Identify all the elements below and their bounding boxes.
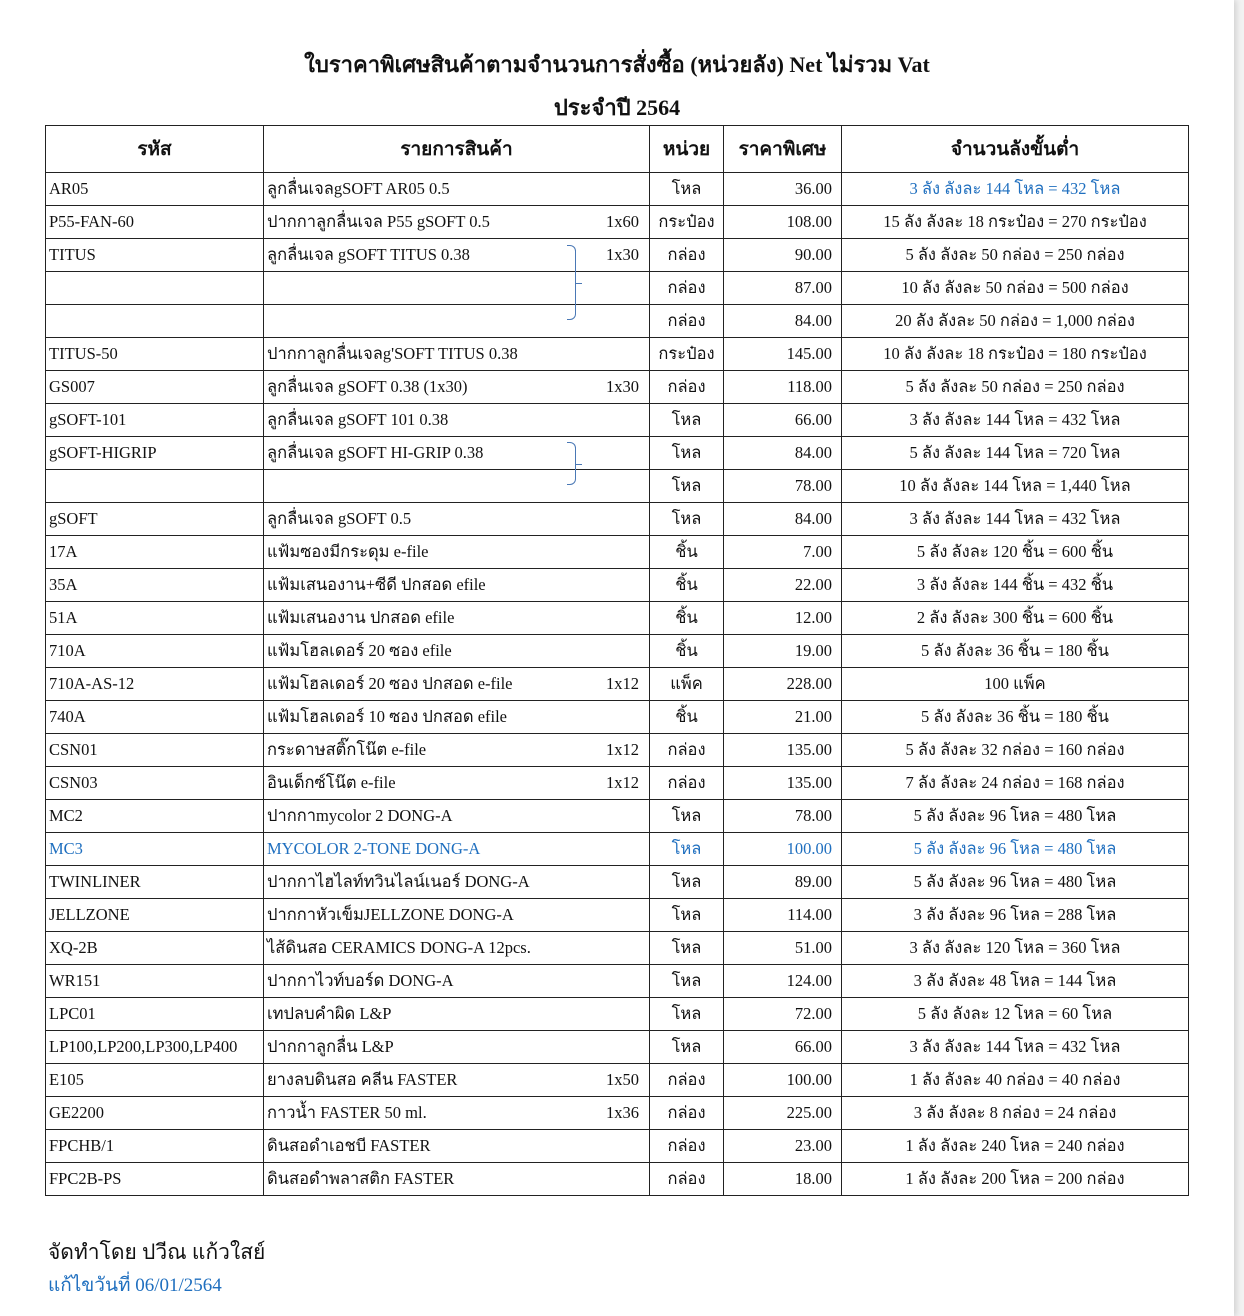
pack-size: 1x30	[606, 377, 639, 396]
header-price: ราคาพิเศษ	[724, 126, 842, 173]
unit: กล่อง	[650, 305, 724, 338]
product-code: 17A	[46, 536, 264, 569]
special-price: 66.00	[724, 1031, 842, 1064]
special-price: 145.00	[724, 338, 842, 371]
minimum-quantity: 3 ลัง ลังละ 144 โหล = 432 โหล	[842, 404, 1189, 437]
product-name-text: แฟ้มเสนองาน ปกสอด efile	[267, 608, 455, 627]
special-price: 21.00	[724, 701, 842, 734]
product-code: gSOFT-HIGRIP	[46, 437, 264, 470]
table-row	[46, 668, 1189, 701]
unit: โหล	[650, 866, 724, 899]
minimum-quantity: 5 ลัง ลังละ 96 โหล = 480 โหล	[842, 866, 1189, 899]
table-row	[46, 503, 1189, 536]
special-price: 90.00	[724, 239, 842, 272]
product-name-text: ดินสอดำเอชบี FASTER	[267, 1136, 431, 1155]
minimum-quantity: 5 ลัง ลังละ 50 กล่อง = 250 กล่อง	[842, 239, 1189, 272]
product-name	[264, 1163, 650, 1196]
special-price: 135.00	[724, 734, 842, 767]
minimum-quantity: 1 ลัง ลังละ 200 โหล = 200 กล่อง	[842, 1163, 1189, 1196]
product-code: XQ-2B	[46, 932, 264, 965]
special-price: 225.00	[724, 1097, 842, 1130]
document-title: ใบราคาพิเศษสินค้าตามจำนวนการสั่งซื้อ (หน่วยลัง) Net ไม่รวม Vat	[304, 52, 930, 77]
unit: โหล	[650, 503, 724, 536]
header-unit: หน่วย	[650, 126, 724, 173]
special-price: 66.00	[724, 404, 842, 437]
product-name-text: ลูกลื่นเจลgSOFT AR05 0.5	[267, 179, 450, 198]
product-name-text: เทปลบคำผิด L&P	[267, 1004, 392, 1023]
special-price: 84.00	[724, 437, 842, 470]
minimum-quantity: 3 ลัง ลังละ 144 โหล = 432 โหล	[842, 1031, 1189, 1064]
product-code: CSN01	[46, 734, 264, 767]
minimum-quantity: 5 ลัง ลังละ 32 กล่อง = 160 กล่อง	[842, 734, 1189, 767]
product-code: gSOFT	[46, 503, 264, 536]
product-name-text: ปากกาลูกลื่นเจลg'SOFT TITUS 0.38	[267, 344, 518, 363]
product-code: LP100,LP200,LP300,LP400	[46, 1031, 264, 1064]
product-name	[264, 470, 650, 503]
pack-size: 1x60	[606, 212, 639, 231]
table-row	[46, 206, 1189, 239]
product-name-text: ปากกาลูกลื่น L&P	[267, 1037, 394, 1056]
unit: โหล	[650, 932, 724, 965]
table-row	[46, 998, 1189, 1031]
product-name-text: MYCOLOR 2-TONE DONG-A	[267, 839, 481, 858]
product-name-text: แฟ้มโฮลเดอร์ 20 ซอง efile	[267, 641, 452, 660]
product-code: MC2	[46, 800, 264, 833]
product-name-text: ลูกลื่นเจล gSOFT 0.38 (1x30)	[267, 377, 468, 396]
minimum-quantity: 2 ลัง ลังละ 300 ชิ้น = 600 ชิ้น	[842, 602, 1189, 635]
product-code	[46, 470, 264, 503]
special-price: 23.00	[724, 1130, 842, 1163]
product-name	[264, 734, 650, 767]
minimum-quantity: 5 ลัง ลังละ 96 โหล = 480 โหล	[842, 833, 1189, 866]
product-name	[264, 503, 650, 536]
special-price: 72.00	[724, 998, 842, 1031]
table-row	[46, 536, 1189, 569]
product-name-text: กาวน้ำ FASTER 50 ml.	[267, 1103, 427, 1122]
pack-size: 1x30	[606, 245, 639, 264]
table-row	[46, 800, 1189, 833]
product-code	[46, 272, 264, 305]
unit: กล่อง	[650, 1097, 724, 1130]
product-name	[264, 899, 650, 932]
unit: โหล	[650, 173, 724, 206]
special-price: 89.00	[724, 866, 842, 899]
unit: กล่อง	[650, 734, 724, 767]
table-row	[46, 338, 1189, 371]
unit: โหล	[650, 437, 724, 470]
table-row	[46, 833, 1189, 866]
product-code: 740A	[46, 701, 264, 734]
product-code: gSOFT-101	[46, 404, 264, 437]
product-name	[264, 602, 650, 635]
minimum-quantity: 100 แพ็ค	[842, 668, 1189, 701]
table-row	[46, 1097, 1189, 1130]
table-row	[46, 1064, 1189, 1097]
minimum-quantity: 5 ลัง ลังละ 12 โหล = 60 โหล	[842, 998, 1189, 1031]
special-price: 87.00	[724, 272, 842, 305]
minimum-quantity: 5 ลัง ลังละ 50 กล่อง = 250 กล่อง	[842, 371, 1189, 404]
minimum-quantity: 10 ลัง ลังละ 18 กระป๋อง = 180 กระป๋อง	[842, 338, 1189, 371]
product-code: 35A	[46, 569, 264, 602]
product-code: 51A	[46, 602, 264, 635]
table-row	[46, 899, 1189, 932]
special-price: 135.00	[724, 767, 842, 800]
product-name	[264, 173, 650, 206]
product-code: E105	[46, 1064, 264, 1097]
header-code: รหัส	[46, 126, 264, 173]
product-name	[264, 1031, 650, 1064]
product-name	[264, 536, 650, 569]
product-name-text: ลูกลื่นเจล gSOFT TITUS 0.38	[267, 245, 470, 264]
table-row	[46, 404, 1189, 437]
special-price: 100.00	[724, 1064, 842, 1097]
product-name-text: ปากกาหัวเข็มJELLZONE DONG-A	[267, 905, 514, 924]
unit: โหล	[650, 404, 724, 437]
product-code: WR151	[46, 965, 264, 998]
minimum-quantity: 5 ลัง ลังละ 96 โหล = 480 โหล	[842, 800, 1189, 833]
revision-date: แก้ไขวันที่ 06/01/2564	[48, 1275, 222, 1296]
minimum-quantity: 15 ลัง ลังละ 18 กระป๋อง = 270 กระป๋อง	[842, 206, 1189, 239]
product-code: TWINLINER	[46, 866, 264, 899]
unit: ชิ้น	[650, 701, 724, 734]
unit: โหล	[650, 470, 724, 503]
unit: กล่อง	[650, 1130, 724, 1163]
unit: โหล	[650, 800, 724, 833]
minimum-quantity: 3 ลัง ลังละ 96 โหล = 288 โหล	[842, 899, 1189, 932]
unit: กล่อง	[650, 1064, 724, 1097]
pack-size: 1x36	[606, 1103, 639, 1122]
product-name	[264, 965, 650, 998]
unit: กล่อง	[650, 371, 724, 404]
unit: กระป๋อง	[650, 338, 724, 371]
table-row	[46, 1031, 1189, 1064]
special-price: 100.00	[724, 833, 842, 866]
product-name	[264, 635, 650, 668]
table-row	[46, 470, 1189, 503]
unit: กล่อง	[650, 272, 724, 305]
pack-size: 1x12	[606, 674, 639, 693]
product-name	[264, 1097, 650, 1130]
special-price: 12.00	[724, 602, 842, 635]
minimum-quantity: 10 ลัง ลังละ 144 โหล = 1,440 โหล	[842, 470, 1189, 503]
special-price: 22.00	[724, 569, 842, 602]
pack-size: 1x12	[606, 773, 639, 792]
product-name	[264, 866, 650, 899]
unit: โหล	[650, 899, 724, 932]
special-price: 84.00	[724, 503, 842, 536]
special-price: 78.00	[724, 470, 842, 503]
product-name	[264, 569, 650, 602]
document-subtitle: ประจำปี 2564	[553, 95, 681, 120]
unit: โหล	[650, 1031, 724, 1064]
product-code: 710A-AS-12	[46, 668, 264, 701]
product-code: GE2200	[46, 1097, 264, 1130]
minimum-quantity: 3 ลัง ลังละ 144 โหล = 432 โหล	[842, 173, 1189, 206]
table-row	[46, 173, 1189, 206]
minimum-quantity: 5 ลัง ลังละ 36 ชิ้น = 180 ชิ้น	[842, 635, 1189, 668]
special-price: 51.00	[724, 932, 842, 965]
table-row	[46, 272, 1189, 305]
table-row	[46, 701, 1189, 734]
product-code: JELLZONE	[46, 899, 264, 932]
product-name-text: แฟ้มซองมีกระดุม e-file	[267, 542, 429, 561]
unit: แพ็ค	[650, 668, 724, 701]
special-price: 7.00	[724, 536, 842, 569]
product-code	[46, 305, 264, 338]
product-name	[264, 404, 650, 437]
product-name	[264, 272, 650, 305]
product-code: MC3	[46, 833, 264, 866]
prepared-by: จัดทำโดย ปวีณ แก้วใสย์	[48, 1240, 266, 1264]
unit: กล่อง	[650, 1163, 724, 1196]
table-row	[46, 932, 1189, 965]
product-code: AR05	[46, 173, 264, 206]
product-code: FPCHB/1	[46, 1130, 264, 1163]
product-name-text: แฟ้มโฮลเดอร์ 10 ซอง ปกสอด efile	[267, 707, 507, 726]
product-name	[264, 800, 650, 833]
product-name-text: แฟ้มเสนองาน+ซีดี ปกสอด efile	[267, 575, 486, 594]
header-name: รายการสินค้า	[264, 126, 650, 173]
product-name-text: ยางลบดินสอ คลีน FASTER	[267, 1070, 458, 1089]
minimum-quantity: 1 ลัง ลังละ 40 กล่อง = 40 กล่อง	[842, 1064, 1189, 1097]
tier-brace-titus	[567, 245, 576, 320]
unit: โหล	[650, 833, 724, 866]
product-code: TITUS	[46, 239, 264, 272]
product-name	[264, 305, 650, 338]
minimum-quantity: 3 ลัง ลังละ 8 กล่อง = 24 กล่อง	[842, 1097, 1189, 1130]
product-name-text: ไส้ดินสอ CERAMICS DONG-A 12pcs.	[267, 938, 531, 957]
product-name-text: ปากกาไวท์บอร์ด DONG-A	[267, 971, 454, 990]
special-price: 124.00	[724, 965, 842, 998]
unit: โหล	[650, 998, 724, 1031]
product-code: P55-FAN-60	[46, 206, 264, 239]
product-name-text: ปากกาลูกลื่นเจล P55 gSOFT 0.5	[267, 212, 490, 231]
special-price: 118.00	[724, 371, 842, 404]
unit: ชิ้น	[650, 569, 724, 602]
minimum-quantity: 3 ลัง ลังละ 48 โหล = 144 โหล	[842, 965, 1189, 998]
table-row	[46, 767, 1189, 800]
unit: โหล	[650, 965, 724, 998]
product-code: CSN03	[46, 767, 264, 800]
minimum-quantity: 5 ลัง ลังละ 120 ชิ้น = 600 ชิ้น	[842, 536, 1189, 569]
product-name	[264, 833, 650, 866]
product-code: GS007	[46, 371, 264, 404]
table-row	[46, 635, 1189, 668]
unit: ชิ้น	[650, 536, 724, 569]
product-code: FPC2B-PS	[46, 1163, 264, 1196]
special-price: 19.00	[724, 635, 842, 668]
product-name-text: แฟ้มโฮลเดอร์ 20 ซอง ปกสอด e-file	[267, 674, 513, 693]
pack-size: 1x12	[606, 740, 639, 759]
product-name-text: ดินสอดำพลาสติก FASTER	[267, 1169, 455, 1188]
product-name	[264, 1064, 650, 1097]
special-price: 114.00	[724, 899, 842, 932]
table-row	[46, 371, 1189, 404]
product-name-text: ลูกลื่นเจล gSOFT HI-GRIP 0.38	[267, 443, 484, 462]
product-name	[264, 701, 650, 734]
product-name	[264, 206, 650, 239]
unit: กระป๋อง	[650, 206, 724, 239]
product-name-text: ปากกาmycolor 2 DONG-A	[267, 806, 453, 825]
table-row	[46, 1163, 1189, 1196]
special-price: 78.00	[724, 800, 842, 833]
minimum-quantity: 3 ลัง ลังละ 144 โหล = 432 โหล	[842, 503, 1189, 536]
header-qty: จำนวนลังขั้นต่ำ	[842, 126, 1189, 173]
minimum-quantity: 1 ลัง ลังละ 240 โหล = 240 กล่อง	[842, 1130, 1189, 1163]
unit: ชิ้น	[650, 635, 724, 668]
product-name-text: ลูกลื่นเจล gSOFT 0.5	[267, 509, 412, 528]
special-price: 108.00	[724, 206, 842, 239]
table-row	[46, 305, 1189, 338]
minimum-quantity: 20 ลัง ลังละ 50 กล่อง = 1,000 กล่อง	[842, 305, 1189, 338]
unit: กล่อง	[650, 239, 724, 272]
table-row	[46, 734, 1189, 767]
special-price: 84.00	[724, 305, 842, 338]
product-name-text: อินเด็กซ์โน๊ต e-file	[267, 773, 396, 792]
price-table	[45, 125, 1189, 1196]
table-header-row	[46, 126, 1189, 173]
special-price: 18.00	[724, 1163, 842, 1196]
table-row	[46, 965, 1189, 998]
product-name	[264, 1130, 650, 1163]
table-body	[46, 173, 1189, 1196]
product-name	[264, 437, 650, 470]
product-name	[264, 338, 650, 371]
special-price: 228.00	[724, 668, 842, 701]
table-row	[46, 602, 1189, 635]
table-row	[46, 437, 1189, 470]
product-code: 710A	[46, 635, 264, 668]
product-name	[264, 767, 650, 800]
minimum-quantity: 3 ลัง ลังละ 120 โหล = 360 โหล	[842, 932, 1189, 965]
product-name	[264, 668, 650, 701]
unit: กล่อง	[650, 767, 724, 800]
product-name	[264, 239, 650, 272]
product-code: LPC01	[46, 998, 264, 1031]
product-name-text: ลูกลื่นเจล gSOFT 101 0.38	[267, 410, 449, 429]
product-name-text: ปากกาไฮไลท์ทวินไลน์เนอร์ DONG-A	[267, 872, 530, 891]
pack-size: 1x50	[606, 1070, 639, 1089]
product-name	[264, 932, 650, 965]
table-row	[46, 239, 1189, 272]
table-row	[46, 866, 1189, 899]
minimum-quantity: 3 ลัง ลังละ 144 ชิ้น = 432 ชิ้น	[842, 569, 1189, 602]
minimum-quantity: 5 ลัง ลังละ 144 โหล = 720 โหล	[842, 437, 1189, 470]
table-row	[46, 569, 1189, 602]
special-price: 36.00	[724, 173, 842, 206]
product-name	[264, 371, 650, 404]
unit: ชิ้น	[650, 602, 724, 635]
table-row	[46, 1130, 1189, 1163]
product-name-text: กระดาษสติ๊กโน๊ต e-file	[267, 740, 427, 759]
minimum-quantity: 5 ลัง ลังละ 36 ชิ้น = 180 ชิ้น	[842, 701, 1189, 734]
tier-brace-higrip	[567, 442, 576, 485]
minimum-quantity: 10 ลัง ลังละ 50 กล่อง = 500 กล่อง	[842, 272, 1189, 305]
minimum-quantity: 7 ลัง ลังละ 24 กล่อง = 168 กล่อง	[842, 767, 1189, 800]
product-name	[264, 998, 650, 1031]
product-code: TITUS-50	[46, 338, 264, 371]
